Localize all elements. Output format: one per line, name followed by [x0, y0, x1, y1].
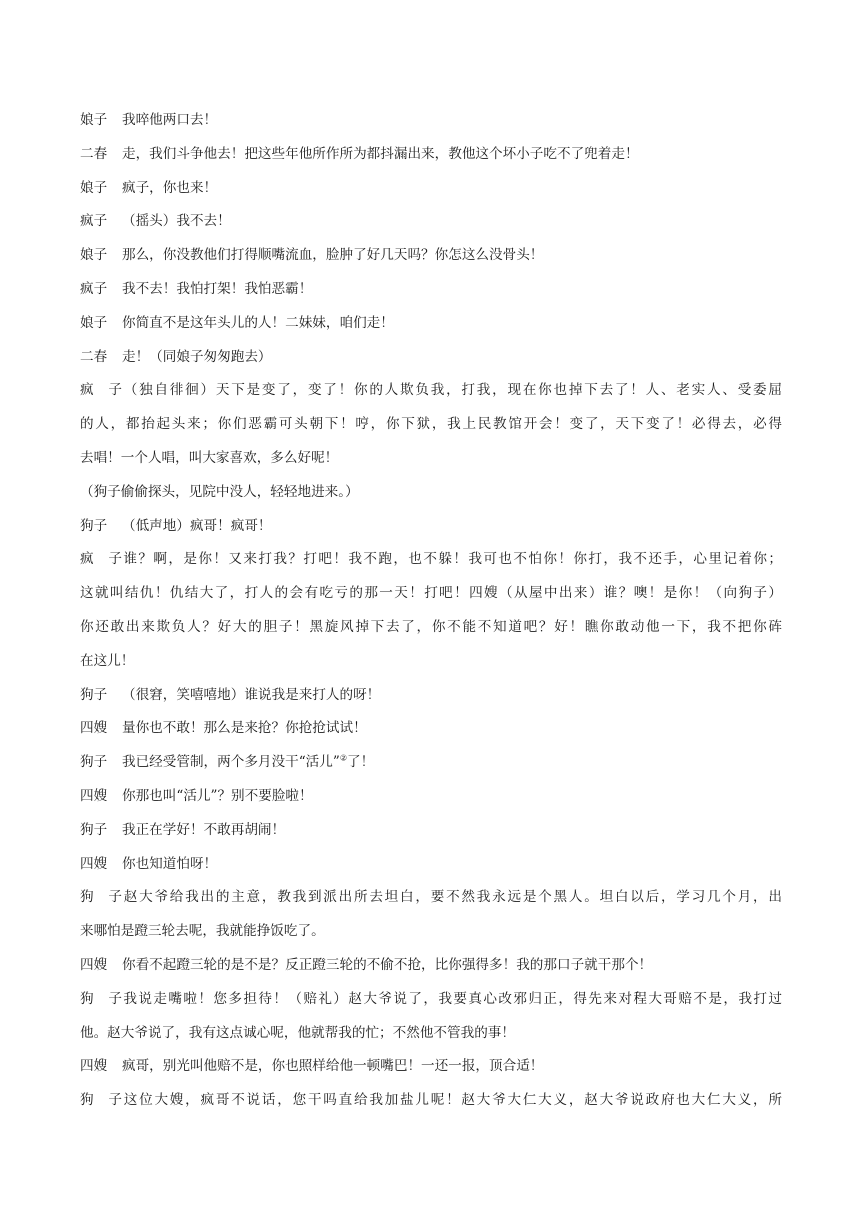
speaker-name: 四嫂 — [80, 787, 108, 804]
script-page — [80, 104, 782, 1118]
dialogue-text: 你还敢出来欺负人？好大的胆子！黑旋风掉下去了，你不能不知道吧？好！瞧你敢动他一下，我不把你砗 — [80, 618, 782, 635]
dialogue-line — [80, 205, 782, 239]
speaker-name: 狗子 — [80, 754, 108, 771]
dialogue-continuation — [80, 408, 782, 442]
dialogue-line — [80, 172, 782, 206]
dialogue-text: 去唱！一个人唱，叫大家喜欢，多么好呢！ — [80, 449, 339, 466]
dialogue-text: 你也知道怕呀！ — [122, 855, 218, 872]
dialogue-text: 我不去！我怕打架！我怕恶霸！ — [122, 280, 313, 297]
dialogue-line — [80, 341, 782, 375]
dialogue-text: 他。赵大爷说了，我有这点诚心呢，他就帮我的忙；不然他不管我的事！ — [80, 1024, 515, 1041]
dialogue-line — [80, 881, 782, 915]
stage-direction-text: （狗子偷偷探头，见院中没人，轻轻地进来。） — [80, 483, 359, 500]
dialogue-line — [80, 374, 782, 408]
speaker-name: 四嫂 — [80, 720, 108, 737]
dialogue-line — [80, 239, 782, 273]
dialogue-line — [80, 712, 782, 746]
dialogue-text: 你简直不是这年头儿的人！二妹妹，咱们走！ — [122, 314, 394, 331]
dialogue-line — [80, 1084, 782, 1118]
speaker-name: 疯子 — [80, 280, 108, 297]
dialogue-text: （摇头）我不去！ — [122, 213, 231, 230]
dialogue-text: 你看不起蹬三轮的是不是？反正蹬三轮的不偷不抢，比你强得多！我的那口子就干那个！ — [122, 956, 653, 973]
speaker-name: 四嫂 — [80, 1058, 108, 1075]
dialogue-text: 量你也不敢！那么是来抢？你抢抢试试！ — [122, 720, 367, 737]
dialogue-text: 这就叫结仇！仇结大了，打人的会有吃亏的那一天！打吧！四嫂（从屋中出来）谁？噢！是你！（向狗子） — [80, 585, 782, 602]
speaker-name: 娘子 — [80, 314, 108, 331]
dialogue-text: （独自徘徊）天下是变了，变了！你的人欺负我，打我，现在你也掉下去了！人、老实人、受委屈 — [122, 382, 782, 399]
speaker-name: 狗子 — [80, 889, 122, 906]
speaker-name: 二春 — [80, 348, 108, 365]
dialogue-line — [80, 780, 782, 814]
dialogue-text-after: 了！ — [346, 754, 375, 771]
speaker-name: 狗子 — [80, 1092, 122, 1109]
speaker-name: 娘子 — [80, 112, 108, 128]
dialogue-line — [80, 307, 782, 341]
dialogue-text: 疯子，你也来！ — [122, 179, 218, 196]
dialogue-line — [80, 949, 782, 983]
dialogue-line — [80, 983, 782, 1017]
dialogue-line — [80, 104, 782, 138]
speaker-name: 狗子 — [80, 686, 108, 703]
dialogue-text: （很窘，笑嘻嘻地）谁说我是来打人的呀！ — [122, 686, 381, 703]
dialogue-line — [80, 138, 782, 172]
speaker-name: 二春 — [80, 145, 108, 162]
dialogue-line — [80, 814, 782, 848]
dialogue-text: 走，我们斗争他去！把这些年他所作所为都抖漏出来，教他这个坏小子吃不了兜着走！ — [122, 145, 639, 162]
dialogue-text: 的人，都抬起头来；你们恶霸可头朝下！哼，你下狱，我上民教馆开会！变了，天下变了！必得去，必得 — [80, 416, 782, 433]
dialogue-continuation — [80, 915, 782, 949]
dialogue-text: 走！（同娘子匆匆跑去） — [122, 348, 272, 365]
dialogue-continuation — [80, 442, 782, 476]
dialogue-line — [80, 273, 782, 307]
dialogue-line — [80, 746, 782, 780]
dialogue-text: （低声地）疯哥！疯哥！ — [122, 517, 272, 534]
speaker-name: 娘子 — [80, 179, 108, 196]
speaker-name: 疯子 — [80, 213, 108, 230]
dialogue-text: 我正在学好！不敢再胡闹！ — [122, 821, 286, 838]
dialogue-line — [80, 510, 782, 544]
dialogue-text: 你那也叫“活儿”？别不要脸啦！ — [122, 787, 313, 804]
speaker-name: 四嫂 — [80, 855, 108, 872]
dialogue-continuation — [80, 611, 782, 645]
dialogue-line — [80, 848, 782, 882]
dialogue-text: 在这儿！ — [80, 652, 135, 669]
footnote-marker: ② — [339, 753, 347, 763]
dialogue-line — [80, 543, 782, 577]
dialogue-continuation — [80, 577, 782, 611]
speaker-name: 疯子 — [80, 551, 122, 568]
dialogue-text: 我已经受管制，两个多月没干“活儿” — [122, 754, 340, 771]
dialogue-line — [80, 1050, 782, 1084]
dialogue-text: 疯哥，别光叫他赔不是，你也照样给他一顿嘴巴！一还一报，顶合适！ — [122, 1058, 544, 1075]
speaker-name: 狗子 — [80, 990, 122, 1007]
speaker-name: 狗子 — [80, 821, 108, 838]
speaker-name: 疯子 — [80, 382, 122, 399]
dialogue-text: 赵大爷给我出的主意，教我到派出所去坦白，要不然我永远是个黑人。坦白以后，学习几个月，出 — [122, 889, 782, 906]
dialogue-text: 来哪怕是蹬三轮去呢，我就能挣饭吃了。 — [80, 923, 325, 940]
dialogue-continuation — [80, 645, 782, 679]
speaker-name: 狗子 — [80, 517, 108, 534]
dialogue-continuation — [80, 1017, 782, 1051]
dialogue-text: 那么，你没教他们打得顺嘴流血，脸肿了好几天吗？你怎这么没骨头！ — [122, 247, 544, 264]
dialogue-text: 这位大嫂，疯哥不说话，您干吗直给我加盐儿呢！赵大爷大仁大义，赵大爷说政府也大仁大义，所 — [122, 1092, 782, 1109]
speaker-name: 四嫂 — [80, 956, 108, 973]
dialogue-line — [80, 679, 782, 713]
dialogue-text: 我啐他两口去！ — [122, 112, 218, 128]
stage-direction — [80, 476, 782, 510]
speaker-name: 娘子 — [80, 247, 108, 264]
dialogue-text: 谁？啊，是你！又来打我？打吧！我不跑，也不躲！我可也不怕你！你打，我不还手，心里记着你； — [122, 551, 782, 568]
dialogue-text: 我说走嘴啦！您多担待！（赔礼）赵大爷说了，我要真心改邪归正，得先来对程大哥赔不是，我打过 — [122, 990, 782, 1007]
